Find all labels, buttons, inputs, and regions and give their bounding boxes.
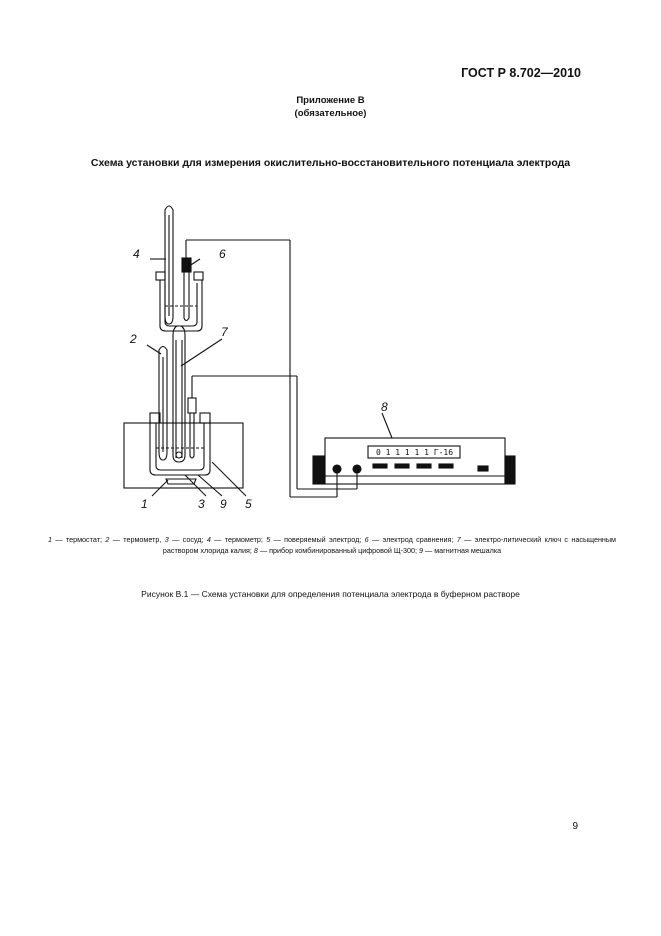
label-2: 2 (130, 332, 137, 346)
label-9: 9 (220, 497, 227, 511)
label-1: 1 (141, 497, 148, 511)
legend-item: 7 — электро-литический ключ с насыщенным раствором хлорида калия; (162, 535, 616, 555)
instrument-display: 0 1 1 1 1 1 Г-16 (376, 448, 454, 457)
tested-electrode (188, 376, 357, 489)
upper-vessel (156, 272, 203, 331)
legend-item: 2 — термометр, (105, 535, 165, 544)
legend-item: 1 — термостат; (48, 535, 106, 544)
legend-item: 3 — сосуд; (164, 535, 207, 544)
figure-caption: Рисунок В.1 — Схема установки для определения потенциала электрода в буферном растворе (141, 589, 520, 599)
legend-item: 9 — магнитная мешалка (419, 546, 502, 555)
label-4: 4 (133, 247, 140, 261)
scheme-title: Схема установки для измерения окислительно-восстановительного потенциала электрода (90, 157, 571, 169)
page-number: 9 (572, 821, 578, 832)
legend-item: 6 — электрод сравнения; (364, 535, 457, 544)
legend-item: 4 — термометр; (206, 535, 267, 544)
standard-designation: ГОСТ Р 8.702—2010 (461, 66, 581, 80)
label-8: 8 (381, 400, 388, 414)
thermometer-lower (159, 347, 167, 461)
instrument-sch300 (313, 438, 515, 484)
appendix-title: Приложение В (296, 95, 365, 106)
label-6: 6 (219, 247, 226, 261)
legend-item: 8 — прибор комбинированный цифровой Щ-300; (253, 546, 420, 555)
electrolytic-key (173, 326, 185, 462)
thermostat (124, 423, 243, 488)
label-5: 5 (245, 497, 252, 511)
legend-item: 5 — поверяемый электрод; (266, 535, 365, 544)
label-3: 3 (198, 497, 205, 511)
figure-legend (48, 534, 616, 556)
label-7: 7 (221, 325, 228, 339)
appendix-status: (обязательное) (294, 108, 367, 119)
